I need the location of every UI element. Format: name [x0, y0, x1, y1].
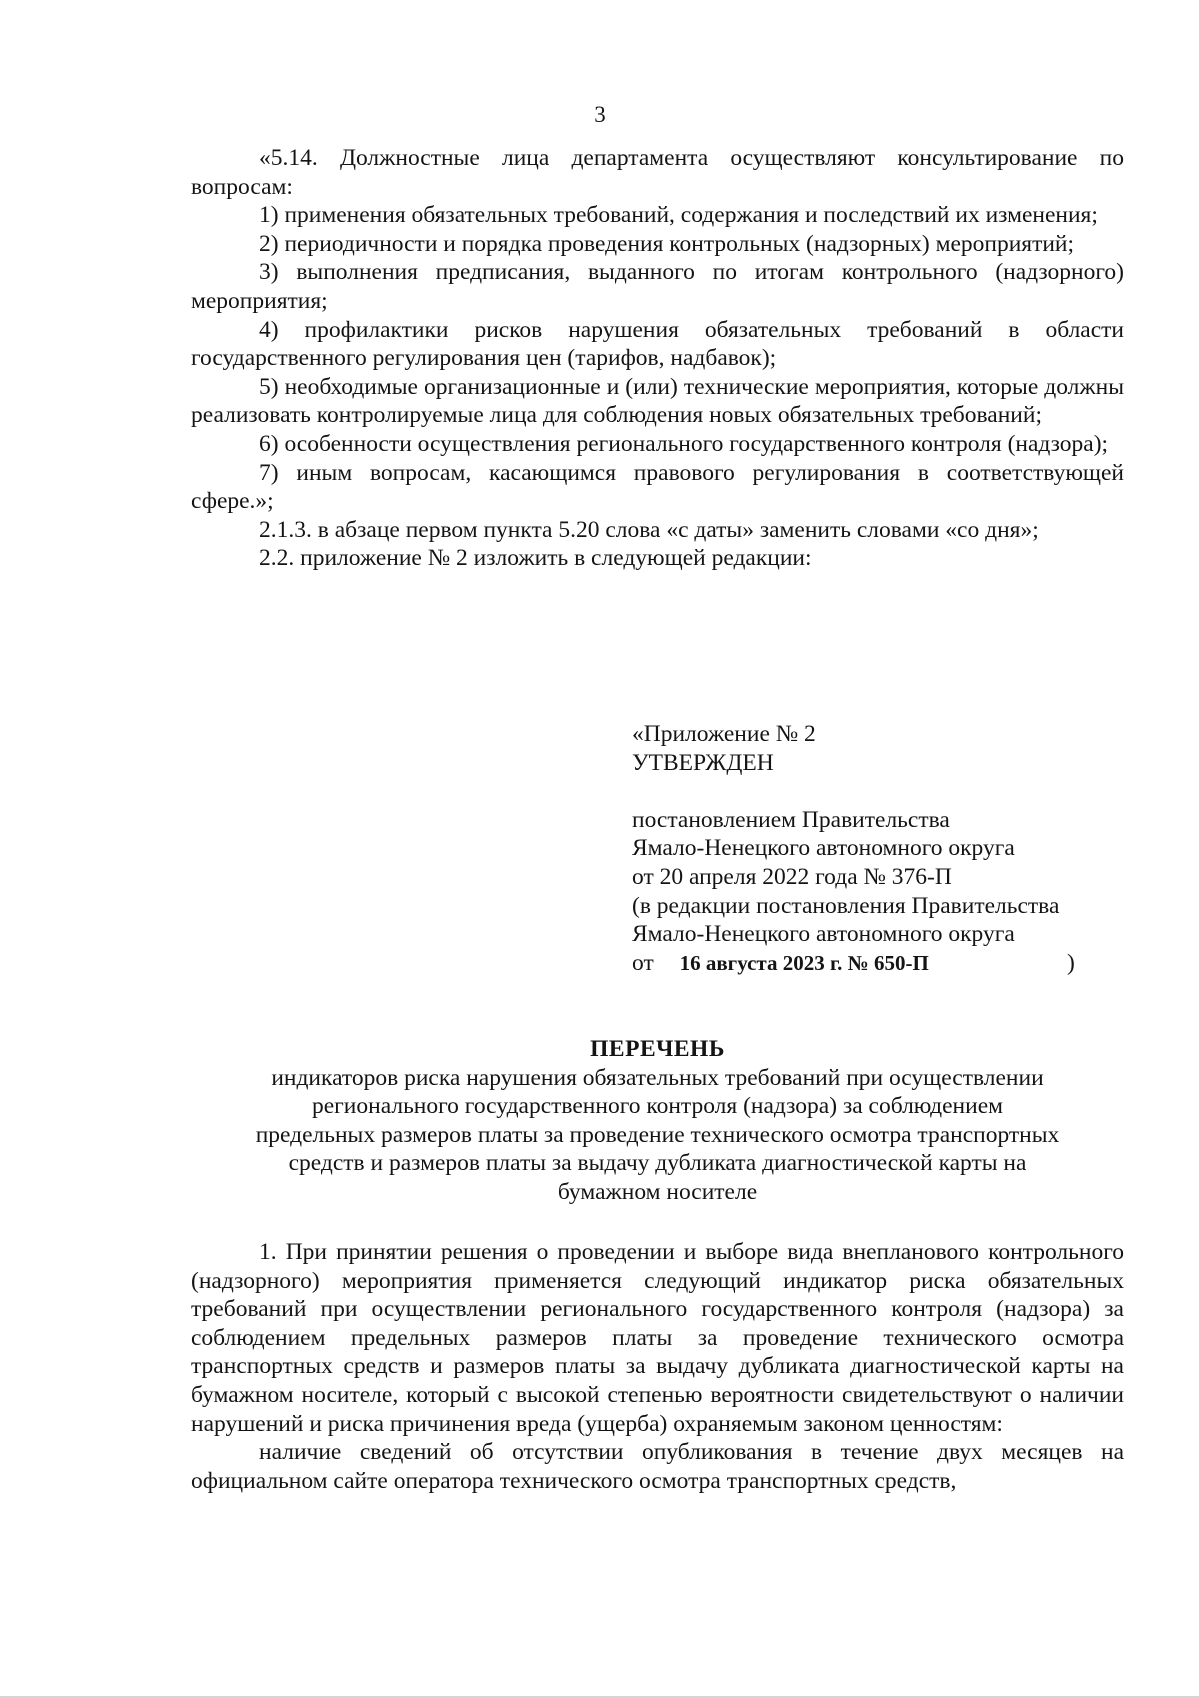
list-item-2: 2) периодичности и порядка проведения контрольных (надзорных) мероприятий;	[259, 230, 1075, 257]
approval-date-prefix: от	[632, 949, 654, 976]
paragraph-1: 1. При принятии решения о проведении и выборе вида внепланового контрольного (надзорного) мероприятия применяется следующий индикатор риска обязательных требований при осуществлении регионального государственного контроля (надзора) за соблюдением предельных размеров платы за проведение технического осмотра транспортных средств и размеров платы за выдачу дубликата диагностической карты на бумажном носителе, который с высокой степенью вероятности свидетельствуют о наличии нарушений и риска причинения вреда (ущерба) охраняемым законом ценностям:	[191, 1239, 1124, 1437]
list-item-1: 1) применения обязательных требований, содержания и последствий их изменения;	[259, 202, 1098, 229]
list-item-4: 4) профилактики рисков нарушения обязательных требований в области государственного регулирования цен (тарифов, надбавок);	[191, 316, 1124, 372]
approval-line-1: постановлением Правительства	[632, 806, 950, 833]
approval-line-4: (в редакции постановления Правительства	[632, 892, 1060, 919]
approval-line-2: Ямало-Ненецкого автономного округа	[632, 835, 1015, 862]
list-item-7: 7) иным вопросам, касающимся правового регулирования в соответствующей сфере.»;	[191, 459, 1124, 515]
page-number: 3	[594, 102, 606, 127]
list-item-3: 3) выполнения предписания, выданного по итогам контрольного (надзорного) мероприятия;	[191, 259, 1124, 314]
paragraph-2-2: 2.2. приложение № 2 изложить в следующей редакции:	[259, 545, 812, 572]
subtitle-line-2: регионального государственного контроля (надзора) за соблюдением	[311, 1093, 1004, 1120]
amendments-text	[191, 144, 1124, 573]
document-title-block	[191, 1035, 1124, 1207]
paragraph-5-14: «5.14. Должностные лица департамента осуществляют консультирование по вопросам:	[191, 145, 1124, 200]
appendix-label: «Приложение № 2	[632, 721, 816, 747]
paragraph-indicator: наличие сведений об отсутствии опубликования в течение двух месяцев на официальном сайте оператора технического осмотра транспортных средств,	[191, 1439, 1124, 1494]
approved-label: УТВЕРЖДЕН	[632, 749, 774, 776]
approval-date-line	[632, 949, 1132, 978]
document-title: ПЕРЕЧЕНЬ	[590, 1036, 725, 1062]
approval-line-3: от 20 апреля 2022 года № 376-П	[632, 863, 952, 890]
subtitle-line-1: индикаторов риска нарушения обязательных требований при осуществлении	[271, 1064, 1044, 1091]
approval-spacer	[632, 777, 1132, 806]
subtitle-line-4: средств и размеров платы за выдачу дубликата диагностической карты на	[288, 1150, 1027, 1177]
approval-date-suffix: )	[1067, 949, 1075, 976]
approval-line-5: Ямало-Ненецкого автономного округа	[632, 921, 1015, 948]
list-item-6: 6) особенности осуществления регионального государственного контроля (надзора);	[259, 430, 1109, 457]
approval-date-value: 16 августа 2023 г. № 650-П	[679, 950, 929, 975]
subtitle-line-5: бумажном носителе	[557, 1178, 758, 1205]
list-item-5: 5) необходимые организационные и (или) технические мероприятия, которые должны реализовать контролируемые лица для соблюдения новых обязательных требований;	[191, 373, 1124, 429]
subtitle-line-3: предельных размеров платы за проведение технического осмотра транспортных	[255, 1121, 1060, 1148]
list-body-text	[191, 1238, 1124, 1495]
approval-stamp-block	[632, 720, 1132, 977]
paragraph-2-1-3: 2.1.3. в абзаце первом пункта 5.20 слова «с даты» заменить словами «со дня»;	[259, 516, 1039, 543]
